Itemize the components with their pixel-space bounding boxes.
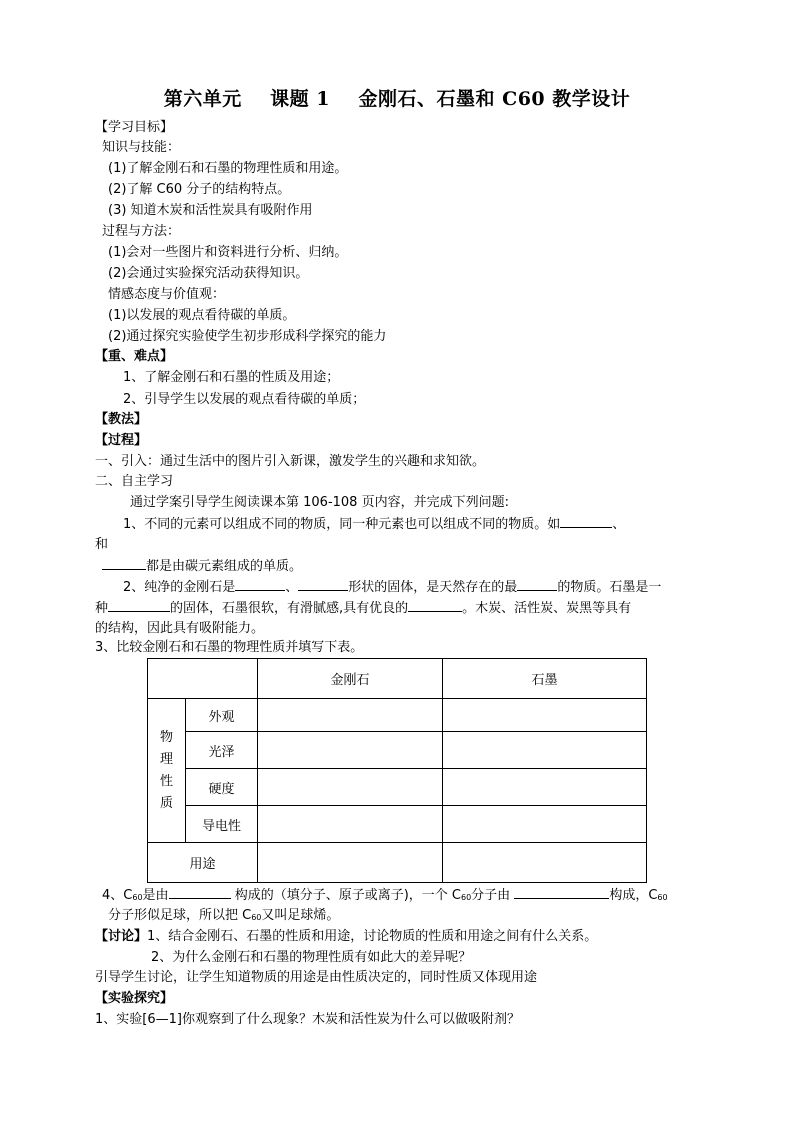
physical-properties-label: 物 理 性 质 (148, 699, 186, 843)
goals-heading: 【学习目标】 (95, 120, 174, 135)
blank[interactable] (514, 885, 609, 899)
row-label-luster: 光泽 (186, 732, 258, 769)
blank[interactable] (108, 598, 170, 612)
blank[interactable] (560, 514, 612, 528)
question-1-line-1: 1、不同的元素可以组成不同的物质，同一种元素也可以组成不同的物质。如 、 (123, 514, 625, 535)
knowledge-item: (2)了解 C60 分子的结构特点。 (108, 182, 291, 197)
emotion-item: (1)以发展的观点看待碳的单质。 (108, 308, 296, 323)
table-row (148, 843, 647, 883)
key-item: 1、了解金刚石和石墨的性质及用途； (123, 370, 340, 385)
experiment-heading: 【实验探究】 (95, 991, 174, 1006)
question-1-line-3: 都是由碳元素组成的单质。 (102, 556, 302, 577)
blank[interactable] (102, 556, 146, 570)
table-header-row (148, 659, 647, 699)
discussion-item-2: 2、为什么金刚石和石墨的物理性质有如此大的差异呢？ (151, 950, 472, 965)
table-row (148, 769, 647, 806)
process-item: (1)会对一些图片和资料进行分析、归纳。 (108, 245, 348, 260)
table-row (148, 806, 647, 843)
discussion-item-1: 【讨论】1、结合金刚石、石墨的性质和用途，讨论物质的性质和用途之间有什么关系。 (95, 929, 598, 944)
blank[interactable] (517, 577, 557, 591)
knowledge-item: (1)了解金刚石和石墨的物理性质和用途。 (108, 161, 348, 176)
experiment-question-1: 1、实验[6—1]你观察到了什么现象？木炭和活性炭为什么可以做吸附剂？ (95, 1012, 520, 1027)
table-cell[interactable] (443, 806, 647, 843)
self-study-desc: 通过学案引导学生阅读课本第 106-108 页内容，并完成下列问题: (130, 495, 509, 510)
blank[interactable] (298, 577, 348, 591)
emotion-heading: 情感态度与价值观： (108, 287, 226, 302)
discussion-summary: 引导学生讨论，让学生知道物质的用途是由性质决定的，同时性质又体现用途 (95, 970, 538, 985)
process-item: (2)会通过实验探究活动获得知识。 (108, 266, 309, 281)
method-heading: 【教法】 (95, 412, 148, 427)
table-cell[interactable] (258, 699, 443, 732)
question-3: 3、比较金刚石和石墨的物理性质并填写下表。 (95, 640, 364, 655)
blank[interactable] (169, 885, 231, 899)
table-cell[interactable] (258, 806, 443, 843)
knowledge-heading: 知识与技能： (102, 140, 181, 155)
row-label-conductivity: 导电性 (186, 806, 258, 843)
table-cell[interactable] (443, 843, 647, 883)
blank[interactable] (408, 598, 462, 612)
question-4-line-1: 4、C60是由 构成的（填分子、原子或离子)，一个 C60分子由 构成，C60 (102, 885, 668, 908)
header-diamond: 金刚石 (258, 659, 443, 699)
page-title: 第六单元 课题 1 金刚石、石墨和 C60 教学设计 (163, 88, 631, 110)
table-row (148, 699, 647, 732)
blank[interactable] (235, 577, 285, 591)
table-row (148, 732, 647, 769)
question-4-line-2: 分子形似足球，所以把 C60又叫足球烯。 (108, 908, 340, 923)
emotion-item: (2)通过探究实验使学生初步形成科学探究的能力 (108, 329, 387, 344)
process-section-heading: 【过程】 (95, 433, 148, 448)
table-cell[interactable] (443, 769, 647, 806)
table-corner-cell (148, 659, 258, 699)
table-cell[interactable] (443, 732, 647, 769)
table-cell[interactable] (258, 843, 443, 883)
header-graphite: 石墨 (443, 659, 647, 699)
comparison-table (147, 658, 647, 883)
row-label-hardness: 硬度 (186, 769, 258, 806)
table-cell[interactable] (258, 732, 443, 769)
key-heading: 【重、难点】 (95, 349, 174, 364)
key-item: 2、引导学生以发展的观点看待碳的单质； (123, 392, 366, 407)
row-label-use: 用途 (148, 843, 258, 883)
table-cell[interactable] (258, 769, 443, 806)
question-2-line-1: 2、纯净的金刚石是 、 形状的固体，是天然存在的最 的物质。石墨是一 (123, 577, 661, 598)
question-2-line-3: 的结构，因此具有吸附能力。 (95, 621, 265, 636)
question-1-line-2: 和 (95, 537, 109, 552)
intro-line: 一、引入：通过生活中的图片引入新课，激发学生的兴趣和求知欲。 (95, 454, 486, 469)
row-label-appearance: 外观 (186, 699, 258, 732)
knowledge-item: (3) 知道木炭和活性炭具有吸附作用 (108, 203, 313, 218)
self-study-heading: 二、自主学习 (95, 474, 174, 489)
process-heading: 过程与方法： (102, 224, 181, 239)
table-cell[interactable] (443, 699, 647, 732)
question-2-line-2: 种 的固体，石墨很软，有滑腻感,具有优良的 。木炭、活性炭、炭黑等具有 (95, 598, 631, 619)
